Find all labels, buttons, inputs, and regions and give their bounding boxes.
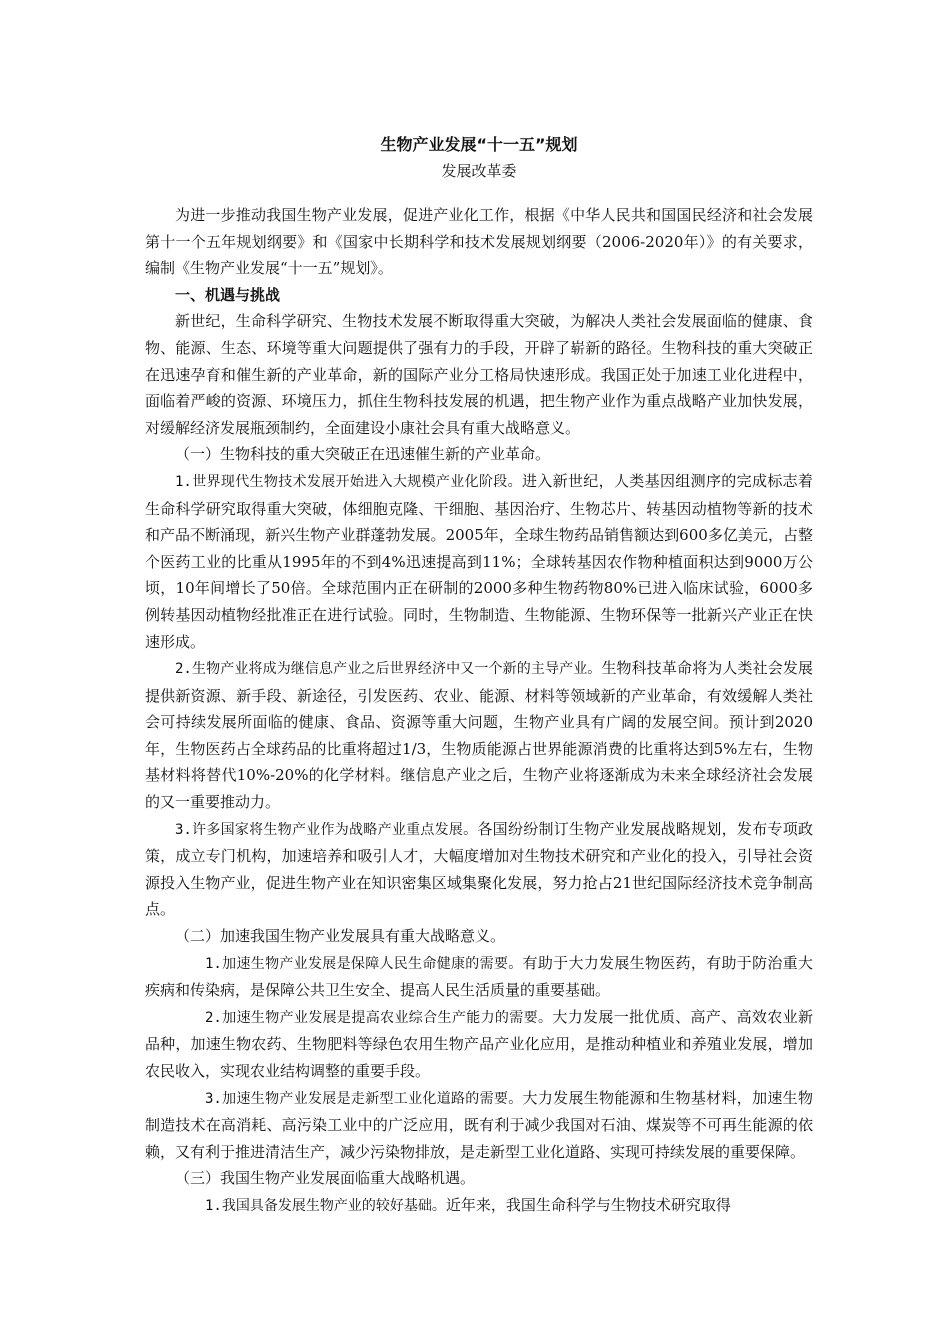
item-text: 大力发展生物能源和生物基材料，加速生物制造技术在高消耗、高污染工业中的广泛应用，既有利于减少我国对石油、煤炭等不可再生能源的依赖，又有利于推进清洁生产，减少污染物排放，是走新型工业化道路、实现可持续发展的重要保障。 bbox=[145, 1088, 813, 1161]
item-text: 生物科技革命将为人类社会发展提供新资源、新手段、新途径，引发医药、农业、能源、材料等领域新的产业革命，有效缓解人类社会可持续发展所面临的健康、食品、资源等重大问题，生物产业具有广阔的发展空间。预计到2020年，生物医药占全球药品的比重将超过1/3，生物质能源占世界能源消费的比重将达到5%左右，生物基材料将替代10%-20%的化学材料。继信息产业之后，生物产业将逐渐成为未来全球经济社会发展的又一重要推动力。 bbox=[145, 659, 813, 812]
list-item bbox=[145, 950, 813, 1004]
intro-paragraph: 为进一步推动我国生物产业发展，促进产业化工作，根据《中华人民共和国国民经济和社会发展第十一个五年规划纲要》和《国家中长期科学和技术发展规划纲要（2006-2020年）》的有关要求，编制《生物产业发展“十一五”规划》。 bbox=[145, 206, 813, 278]
section-heading-1: 一、机遇与挑战 bbox=[175, 285, 281, 304]
list-item bbox=[145, 816, 813, 923]
item-lead: 1.加速生物产业发展是保障人民生命健康的需要。 bbox=[205, 955, 523, 972]
item-text: 大力发展一批优质、高产、高效农业新品种，加速生物农药、生物肥料等绿色农用生物产品产业化应用，是推动种植业和养殖业发展，增加农民收入，实现农业结构调整的重要手段。 bbox=[145, 1007, 813, 1080]
list-item bbox=[145, 655, 813, 816]
item-lead: 1.世界现代生物技术发展开始进入大规模产业化阶段。 bbox=[175, 473, 522, 490]
list-item bbox=[145, 1192, 813, 1220]
document-page bbox=[145, 132, 813, 1220]
document-author: 发展改革委 bbox=[441, 162, 517, 180]
document-title: 生物产业发展“十一五”规划 bbox=[380, 135, 578, 154]
list-item bbox=[145, 1004, 813, 1085]
item-text: 近年来，我国生命科学与生物技术研究取得 bbox=[445, 1195, 731, 1214]
list-item bbox=[145, 1085, 813, 1166]
item-text: 各国纷纷制订生物产业发展战略规划，发布专项政策，成立专门机构，加速培养和吸引人才，大幅度增加对生物技术研究和产业化的投入，引导社会资源投入生物产业，促进生物产业在知识密集区域集聚化发展，努力抢占21世纪国际经济技术竞争制高点。 bbox=[145, 819, 813, 919]
list-item bbox=[145, 468, 813, 655]
item-lead: 2.加速生物产业发展是提高农业综合生产能力的需要。 bbox=[205, 1009, 553, 1026]
item-lead: 1.我国具备发展生物产业的较好基础。 bbox=[205, 1197, 446, 1214]
subsection-heading-2: （二）加速我国生物产业发展具有重大战略意义。 bbox=[175, 927, 506, 946]
item-lead: 2.生物产业将成为继信息产业之后世界经济中又一个新的主导产业。 bbox=[175, 661, 602, 678]
subsection-heading-3: （三）我国生物产业发展面临重大战略机遇。 bbox=[175, 1169, 476, 1188]
item-lead: 3.加速生物产业发展是走新型工业化道路的需要。 bbox=[205, 1090, 523, 1107]
section-1-body: 新世纪，生命科学研究、生物技术发展不断取得重大突破，为解决人类社会发展面临的健康、食物、能源、生态、环境等重大问题提供了强有力的手段，开辟了崭新的路径。生物科技的重大突破正在迅速孕育和催生新的产业革命，新的国际产业分工格局快速形成。我国正处于加速工业化进程中，面临着严峻的资源、环境压力，抓住生物科技发展的机遇，把生物产业作为重点战略产业加快发展，对缓解经济发展瓶颈制约，全面建设小康社会具有重大战略意义。 bbox=[145, 312, 813, 437]
item-text: 进入新世纪，人类基因组测序的完成标志着生命科学研究取得重大突破，体细胞克隆、干细胞、基因治疗、生物芯片、转基因动植物等新的技术和产品不断涌现，新兴生物产业群蓬勃发展。2005年，全球生物药品销售额达到600多亿美元，占整个医药工业的比重从1995年的不到4%迅速提高到11%；全球转基因农作物种植面积达到9000万公顷，10年间增长了50倍。全球范围内正在研制的2000多种生物药物80%已进入临床试验，6000多例转基因动植物经批准正在进行试验。同时，生物制造、生物能源、生物环保等一批新兴产业正在快速形成。 bbox=[145, 471, 813, 651]
item-text: 有助于大力发展生物医药，有助于防治重大疾病和传染病，是保障公共卫生安全、提高人民生活质量的重要基础。 bbox=[145, 953, 813, 1000]
subsection-heading-1: （一）生物科技的重大突破正在迅速催生新的产业革命。 bbox=[175, 445, 551, 464]
item-lead: 3.许多国家将生物产业作为战略产业重点发展。 bbox=[175, 821, 478, 838]
